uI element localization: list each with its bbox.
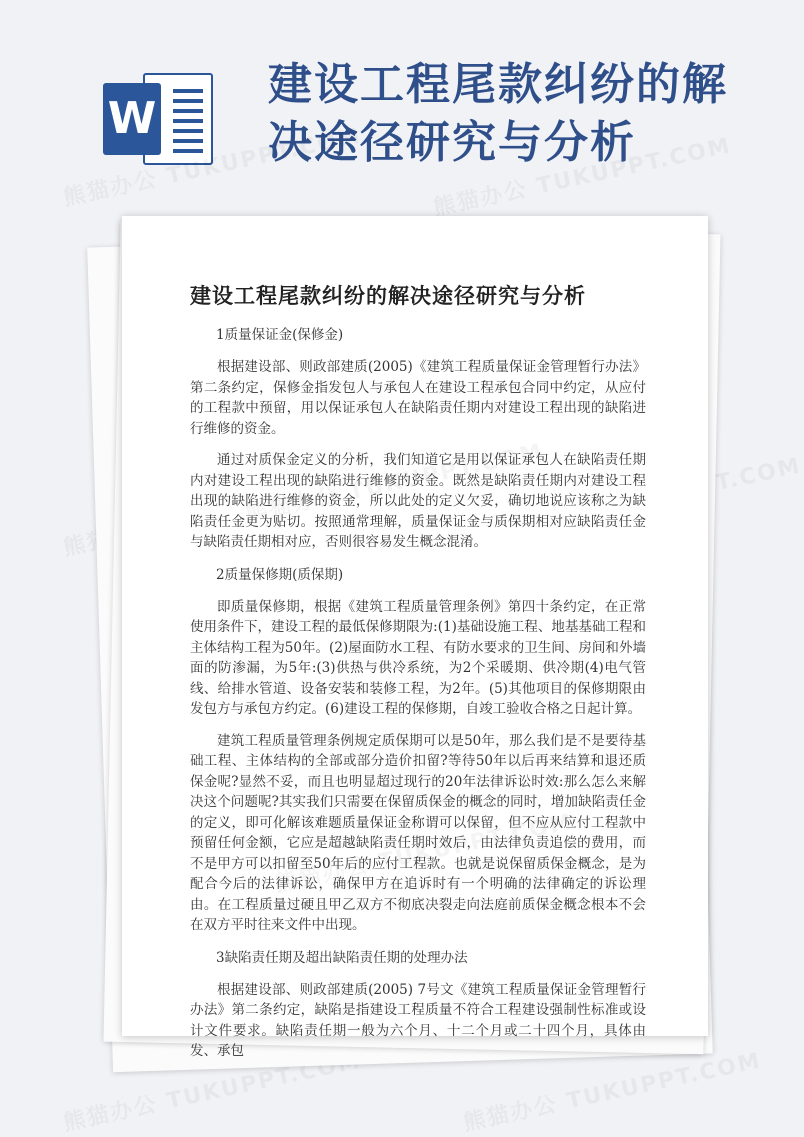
document-body: [190, 324, 646, 1073]
section-heading: 3缺陷责任期及超出缺陷责任期的处理办法: [216, 949, 468, 966]
paragraph: 根据建设部、则政部建质(2005)《建筑工程质量保证金管理暂行办法》第二条约定，保修金指发包人与承包人在建设工程承包合同中约定，从应付的工程款中预留，用以保证承包人在缺陷责任期内对建设工程出现的缺陷进行维修的资金。: [190, 359, 646, 437]
word-letter-badge: W: [103, 83, 161, 155]
section-heading: 1质量保证金(保修金): [216, 327, 344, 343]
document-title: 建设工程尾款纠纷的解决途径研究与分析: [190, 283, 586, 308]
paragraph: 即质量保修期，根据《建筑工程质量管理条例》第四十条约定，在正常使用条件下，建设工程的最低保修期限为:(1)基础设施工程、地基基础工程和主体结构工程为50年。(2)屋面防水工程、有防水要求的卫生间、房间和外墙面的防渗漏，为5年:(3)供热与供冷系统，为2个采暖期、供冷期(4)电气管线、给排水管道、设备安装和装修工程，为2年。(5)其他项目的保修期限由发包方与承包方约定。(6)建设工程的保修期，自竣工验收合格之日起计算。: [190, 598, 646, 717]
paragraph: 通过对质保金定义的分析，我们知道它是用以保证承包人在缺陷责任期内对建设工程出现的缺陷进行维修的资金。既然是缺陷责任期内对建设工程出现的缺陷进行维修的资金，所以此处的定义欠妥，确切地说应该称之为缺陷责任金更为贴切。按照通常理解，质量保证金与质保期相对应缺陷责任金与缺陷责任期相对应，否则很容易发生概念混淆。: [190, 452, 646, 550]
banner-title: 建设工程尾款纠纷的解决途径研究与分析: [268, 59, 728, 168]
document-page: [122, 216, 708, 1059]
paragraph: 建筑工程质量管理条例规定质保期可以是50年，那么我们是不是要待基础工程、主体结构的全部或部分造价扣留?等待50年以后再来结算和退还质保金呢?显然不妥，而且也明显超过现行的20年法律诉讼时效:那么怎么来解决这个问题呢?其实我们只需要在保留质保金的概念的同时，增加缺陷责任金的定义，即可化解该难题质量保证金称谓可以保留，但不应从应付工程款中预留任何金额，它应是超越缺陷责任期时效后，由法律负责追偿的费用，而不是甲方可以扣留至50年后的应付工程款。也就是说保留质保金概念，是为配合今后的法律诉讼，确保甲方在追诉时有一个明确的法律确定的诉讼理由。在工程质量过硬且甲乙双方不彻底决裂走向法庭前质保金概念根本不会在双方平时往来文件中出现。: [190, 732, 646, 933]
paragraph: 根据建设部、则政部建质(2005) 7号文《建筑工程质量保证金管理暂行办法》第二条约定，缺陷是指建设工程质量不符合工程建设强制性标准或设计文件要求。缺陷责任期一般为六个月、十二个月或二十四个月，具体由发、承包: [190, 981, 646, 1059]
section-heading: 2质量保修期(质保期): [216, 566, 344, 583]
word-icon: [103, 73, 213, 165]
